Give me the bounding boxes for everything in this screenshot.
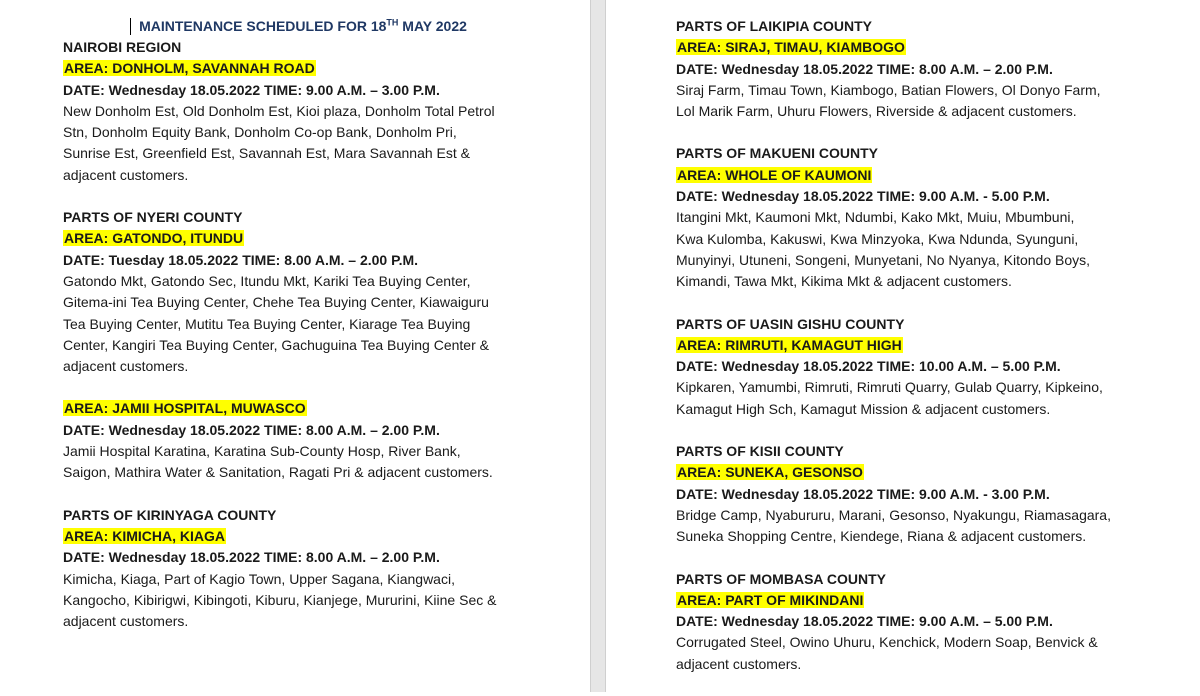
document-page-right [606,0,1200,692]
section-heading: PARTS OF KIRINYAGA COUNTY [63,506,277,523]
section-jamii [63,398,583,483]
section-text-line: New Donholm Est, Old Donholm Est, Kioi plaza, Donholm Total Petrol [63,102,495,119]
section-text-line: Bridge Camp, Nyabururu, Marani, Gesonso, Nyakungu, Riamasagara, [676,506,1111,523]
section-text-line: Saigon, Mathira Water & Sanitation, Ragati Pri & adjacent customers. [63,464,493,481]
left-column [63,16,583,653]
section-text-line: Lol Marik Farm, Uhuru Flowers, Riverside & adjacent customers. [676,103,1077,120]
section-text-line: Kamagut High Sch, Kamagut Mission & adjacent customers. [676,400,1051,417]
section-date: DATE: Wednesday 18.05.2022 TIME: 8.00 A.M. – 2.00 P.M. [676,60,1053,77]
section-date: DATE: Tuesday 18.05.2022 TIME: 8.00 A.M. – 2.00 P.M. [63,251,419,268]
area-highlight: AREA: GATONDO, ITUNDU [64,230,244,247]
section-heading: PARTS OF KISII COUNTY [676,443,844,460]
section-makueni [676,143,1196,292]
section-heading: PARTS OF UASIN GISHU COUNTY [676,315,905,332]
section-heading: PARTS OF MAKUENI COUNTY [676,145,878,162]
section-date: DATE: Wednesday 18.05.2022 TIME: 8.00 A.M. – 2.00 P.M. [63,421,440,438]
area-highlight: AREA: SUNEKA, GESONSO [677,464,863,481]
section-text-line: Stn, Donholm Equity Bank, Donholm Co-op Bank, Donholm Pri, [63,124,457,141]
section-text-line: Itangini Mkt, Kaumoni Mkt, Ndumbi, Kako Mkt, Muiu, Mbumbuni, [676,209,1075,226]
section-text-line: Jamii Hospital Karatina, Karatina Sub-County Hosp, River Bank, [63,443,461,460]
section-date: DATE: Wednesday 18.05.2022 TIME: 8.00 A.M. – 2.00 P.M. [63,549,440,566]
section-nairobi [63,37,583,186]
area-highlight: AREA: WHOLE OF KAUMONI [677,166,872,183]
title-prefix: MAINTENANCE SCHEDULED FOR 18 [139,18,387,34]
section-laikipia [676,16,1196,122]
section-heading: PARTS OF NYERI COUNTY [63,209,243,226]
section-text-line: adjacent customers. [63,358,189,375]
section-uasin-gishu [676,314,1196,420]
section-kirinyaga [63,505,583,633]
section-heading: NAIROBI REGION [63,39,182,55]
area-highlight: AREA: SIRAJ, TIMAU, KIAMBOGO [677,39,905,56]
section-text-line: Gitema-ini Tea Buying Center, Chehe Tea Buying Center, Kiawaiguru [63,294,489,311]
area-highlight: AREA: PART OF MIKINDANI [677,591,864,608]
right-column [676,16,1196,696]
section-heading: PARTS OF MOMBASA COUNTY [676,570,886,587]
page-gutter [590,0,606,692]
title-superscript: TH [386,17,399,28]
section-date: DATE: Wednesday 18.05.2022 TIME: 9.00 A.M. – 3.00 P.M. [63,81,440,98]
section-text-line: Center, Kangiri Tea Buying Center, Gachuguina Tea Buying Center & [63,336,489,353]
document-title [63,16,543,37]
section-date: DATE: Wednesday 18.05.2022 TIME: 10.00 A.M. – 5.00 P.M. [676,358,1061,375]
section-text-line: Siraj Farm, Timau Town, Kiambogo, Batian Flowers, Ol Donyo Farm, [676,81,1101,98]
area-highlight: AREA: KIMICHA, KIAGA [64,527,225,544]
area-highlight: AREA: RIMRUTI, KAMAGUT HIGH [677,336,902,353]
section-nyeri [63,207,583,377]
section-kisii [676,441,1196,547]
section-text-line: adjacent customers. [63,166,189,183]
section-text-line: adjacent customers. [676,655,802,672]
section-date: DATE: Wednesday 18.05.2022 TIME: 9.00 A.M. – 5.00 P.M. [676,613,1053,630]
section-date: DATE: Wednesday 18.05.2022 TIME: 9.00 A.M. - 5.00 P.M. [676,188,1050,205]
section-text-line: Kipkaren, Yamumbi, Rimruti, Rimruti Quarry, Gulab Quarry, Kipkeino, [676,379,1103,396]
title-suffix: MAY 2022 [398,18,467,34]
section-text-line: Corrugated Steel, Owino Uhuru, Kenchick, Modern Soap, Benvick & [676,634,1098,651]
section-text-line: Munyinyi, Utuneni, Songeni, Munyetani, No Nyanya, Kitondo Boys, [676,251,1091,268]
section-text-line: Sunrise Est, Greenfield Est, Savannah Est, Mara Savannah Est & [63,145,470,162]
section-text-line: Gatondo Mkt, Gatondo Sec, Itundu Mkt, Kariki Tea Buying Center, [63,272,471,289]
section-text-line: Kwa Kulomba, Kakuswi, Kwa Minzyoka, Kwa Ndunda, Syunguni, [676,230,1079,247]
area-highlight: AREA: JAMII HOSPITAL, MUWASCO [64,400,306,417]
section-text-line: Kangocho, Kibirigwi, Kibingoti, Kiburu, Kianjege, Mururini, Kiine Sec & [63,591,497,608]
text-cursor [130,18,131,35]
section-text-line: adjacent customers. [63,613,189,630]
section-text-line: Kimandi, Tawa Mkt, Kikima Mkt & adjacent customers. [676,273,1012,290]
area-highlight: AREA: DONHOLM, SAVANNAH ROAD [64,60,315,77]
section-text-line: Suneka Shopping Centre, Kiendege, Riana & adjacent customers. [676,528,1087,545]
section-text-line: Kimicha, Kiaga, Part of Kagio Town, Upper Sagana, Kiangwaci, [63,570,455,587]
document-page-left [0,0,590,692]
section-text-line: Tea Buying Center, Mutitu Tea Buying Center, Kiarage Tea Buying [63,315,471,332]
section-heading: PARTS OF LAIKIPIA COUNTY [676,18,872,34]
section-mombasa [676,569,1196,675]
section-date: DATE: Wednesday 18.05.2022 TIME: 9.00 A.M. - 3.00 P.M. [676,485,1050,502]
